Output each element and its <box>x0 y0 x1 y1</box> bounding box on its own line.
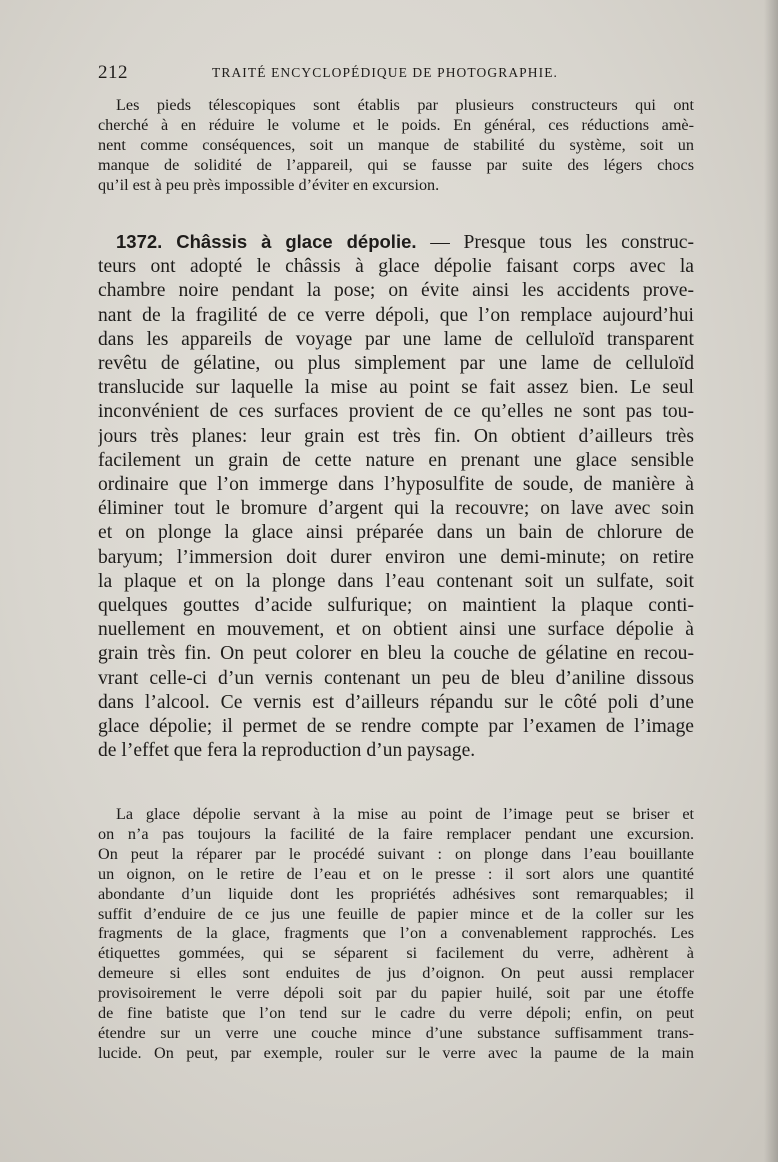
text-line: la plaque et on la plonge dans l’eau contenant soit un sulfate, soit <box>98 570 694 592</box>
text-line: abondante d’un liquide dont les propriétés adhésives sont remarquables; il <box>98 884 694 903</box>
text-line: teurs ont adopté le châssis à glace dépolie faisant corps avec la <box>98 256 694 278</box>
page-edge-shadow <box>764 0 778 1162</box>
text-line: La glace dépolie servant à la mise au point de l’image peut se briser et <box>116 805 694 823</box>
section-heading: 1372. Châssis à glace dépolie. <box>116 231 417 252</box>
section-1372 <box>98 230 694 763</box>
text-line: qu’il est à peu près impossible d’éviter en excursion. <box>98 175 440 194</box>
text-line: demeure si elles sont enduites de jus d’oignon. On peut aussi remplacer <box>98 964 694 983</box>
text-line: étendre sur un verre une couche mince d’une substance suffisamment trans- <box>98 1023 694 1042</box>
page-header <box>98 62 694 86</box>
text-line: facilement un grain de cette nature en prenant une glace sensible <box>98 449 694 471</box>
text-line: revêtu de gélatine, ou plus simplement par une lame de celluloïd <box>98 353 694 375</box>
running-title: TRAITÉ ENCYCLOPÉDIQUE DE PHOTOGRAPHIE. <box>212 65 559 80</box>
text-line: de fine batiste que l’on tend sur le cadre du verre dépoli; enfin, on peut <box>98 1004 694 1023</box>
text-line: nuellement en mouvement, et on obtient ainsi une surface dépolie à <box>98 619 694 641</box>
text-line: baryum; l’immersion doit durer environ une demi-minute; on retire <box>98 546 694 568</box>
text-line: provisoirement le verre dépoli soit par du papier huilé, soit par une étoffe <box>98 984 694 1003</box>
text-line: cherché à en réduire le volume et le poids. En général, ces réductions amè- <box>98 115 694 134</box>
second-paragraph <box>98 805 694 1064</box>
text-line: nant de la fragilité de ce verre dépoli, que l’on remplace aujourd’hui <box>98 304 694 326</box>
text-line: éliminer tout le bromure d’argent qui la recouvre; on lave avec soin <box>98 498 694 520</box>
text-line: dans les appareils de voyage par une lame de celluloïd transparent <box>98 328 694 350</box>
section-first-line-text: — Presque tous les construc- <box>416 232 694 253</box>
text-line: suffit d’enduire de ce jus une feuille de papier mince et de la coller sur les <box>98 904 694 923</box>
text-line: étiquettes gommées, qui se séparent si facilement du verre, adhèrent à <box>98 944 694 963</box>
text-line: vrant celle-ci d’un vernis contenant un peu de bleu d’aniline dissous <box>98 667 694 689</box>
text-line: ordinaire que l’on immerge dans l’hyposulfite de soude, de manière à <box>98 474 694 496</box>
text-line: jours très planes: leur grain est très fin. On obtient d’ailleurs très <box>98 425 694 447</box>
text-line: grain très fin. On peut colorer en bleu la couche de gélatine en recou- <box>98 643 694 665</box>
text-line: on n’a pas toujours la facilité de la faire remplacer pendant une excursion. <box>98 824 694 843</box>
text-line: manque de solidité de l’appareil, qui se fausse par suite des légers chocs <box>98 155 694 174</box>
text-line: un oignon, on le retire de l’eau et on le presse : il sort alors une quantité <box>98 864 694 883</box>
page-number: 212 <box>98 62 128 83</box>
text-line: et on plonge la glace ainsi préparée dans un bain de chlorure de <box>98 522 694 544</box>
text-line: translucide sur laquelle la mise au point se fait assez bien. Le seul <box>98 377 694 399</box>
text-line: lucide. On peut, par exemple, rouler sur le verre avec la paume de la main <box>98 1043 694 1062</box>
text-line: fragments de la glace, fragments que l’on a convenablement rapprochés. Les <box>98 924 694 943</box>
text-line: chambre noire pendant la pose; on évite ainsi les accidents prove- <box>98 280 694 302</box>
text-line: nent comme conséquences, soit un manque de stabilité du système, soit un <box>98 135 694 154</box>
text-line: dans l’alcool. Ce vernis est d’ailleurs répandu sur le côté poli d’une <box>98 691 694 713</box>
text-line: quelques gouttes d’acide sulfurique; on maintient la plaque conti- <box>98 595 694 617</box>
text-line: glace dépolie; il permet de se rendre compte par l’examen de l’image <box>98 716 694 738</box>
section-first-line <box>98 230 694 255</box>
text-line: On peut la réparer par le procédé suivant : on plonge dans l’eau bouillante <box>98 844 694 863</box>
intro-paragraph <box>98 96 694 196</box>
text-line: inconvénient de ces surfaces provient de ce qu’elles ne sont pas tou- <box>98 401 694 423</box>
text-line: Les pieds télescopiques sont établis par plusieurs constructeurs qui ont <box>116 96 694 114</box>
text-line: de l’effet que fera la reproduction d’un paysage. <box>98 740 476 762</box>
